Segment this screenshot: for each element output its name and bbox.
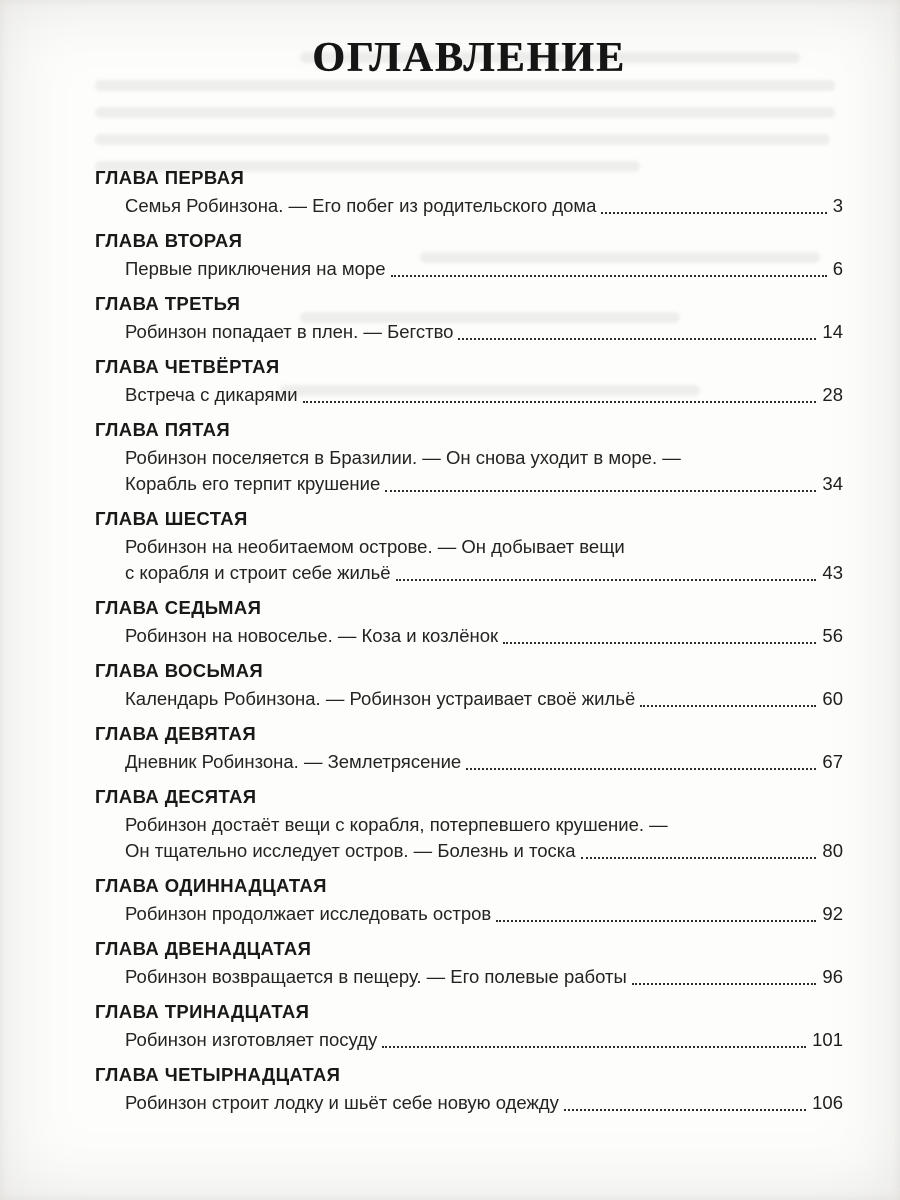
chapter-description-line: [95, 256, 843, 282]
chapter-description-line: [95, 534, 843, 560]
toc-entry: [95, 229, 843, 282]
chapter-description-line: [95, 901, 843, 927]
chapter-heading: ГЛАВА СЕДЬМАЯ: [95, 597, 262, 618]
dot-leader: [396, 579, 817, 581]
chapter-description-line: [95, 812, 843, 838]
chapter-description-line: [95, 749, 843, 775]
chapter-description-line: [95, 471, 843, 497]
chapter-heading: ГЛАВА ВТОРАЯ: [95, 230, 243, 251]
dot-leader: [564, 1109, 806, 1111]
toc-entry: [95, 659, 843, 712]
page-number: 106: [812, 1092, 843, 1113]
chapter-description-line: [95, 193, 843, 219]
chapter-description-line: [95, 1090, 843, 1116]
chapter-heading: ГЛАВА ПЕРВАЯ: [95, 167, 245, 188]
page-number: 14: [822, 321, 843, 342]
toc-entry: [95, 355, 843, 408]
toc-entry: [95, 1063, 843, 1116]
toc-entry: [95, 722, 843, 775]
toc-entry: [95, 507, 843, 586]
chapter-description-line: [95, 1027, 843, 1053]
page-number: 96: [822, 966, 843, 987]
chapter-description-text: Он тщательно исследует остров. — Болезнь и тоска: [125, 840, 576, 861]
page-number: 80: [822, 840, 843, 861]
dot-leader: [496, 920, 816, 922]
page-number: 6: [832, 258, 843, 279]
chapter-description-text: Корабль его терпит крушение: [125, 473, 381, 494]
dot-leader: [391, 275, 827, 277]
chapter-description-text: Робинзон продолжает исследовать остров: [125, 903, 492, 924]
chapter-description-text: Дневник Робинзона. — Землетрясение: [125, 751, 462, 772]
chapter-heading: ГЛАВА ВОСЬМАЯ: [95, 660, 264, 681]
dot-leader: [601, 212, 826, 214]
chapter-heading: ГЛАВА ПЯТАЯ: [95, 419, 231, 440]
page-number: 3: [832, 195, 843, 216]
chapter-description-text: Робинзон попадает в плен. — Бегство: [125, 321, 454, 342]
chapter-description-line: [95, 686, 843, 712]
dot-leader: [581, 857, 817, 859]
chapter-heading: ГЛАВА ОДИННАДЦАТАЯ: [95, 875, 327, 896]
chapter-description-text: Робинзон достаёт вещи с корабля, потерпевшего крушение. —: [125, 814, 668, 835]
chapter-description-text: Робинзон возвращается в пещеру. — Его полевые работы: [125, 966, 627, 987]
chapter-description-text: Робинзон на необитаемом острове. — Он добывает вещи: [125, 536, 625, 557]
chapter-heading: ГЛАВА ЧЕТЫРНАДЦАТАЯ: [95, 1064, 341, 1085]
chapter-description-text: Первые приключения на море: [125, 258, 386, 279]
chapter-description-text: Робинзон изготовляет посуду: [125, 1029, 378, 1050]
dot-leader: [503, 642, 816, 644]
chapter-description-text: Календарь Робинзона. — Робинзон устраивает своё жильё: [125, 688, 636, 709]
page-number: 60: [822, 688, 843, 709]
chapter-heading: ГЛАВА ЧЕТВЁРТАЯ: [95, 356, 280, 377]
toc-entry: [95, 874, 843, 927]
dot-leader: [382, 1046, 806, 1048]
chapter-description-text: Робинзон на новоселье. — Коза и козлёнок: [125, 625, 499, 646]
chapter-description-line: [95, 445, 843, 471]
page-number: 101: [812, 1029, 843, 1050]
dot-leader: [632, 983, 817, 985]
chapter-description-text: с корабля и строит себе жильё: [125, 562, 391, 583]
chapter-description-line: [95, 560, 843, 586]
page-number: 34: [822, 473, 843, 494]
chapter-heading: ГЛАВА ДВЕНАДЦАТАЯ: [95, 938, 312, 959]
chapter-heading: ГЛАВА ДЕСЯТАЯ: [95, 786, 257, 807]
dot-leader: [385, 490, 816, 492]
chapter-description-line: [95, 382, 843, 408]
toc-entry: [95, 166, 843, 219]
toc-entry: [95, 1000, 843, 1053]
toc-list: [95, 166, 843, 1116]
page-number: 43: [822, 562, 843, 583]
dot-leader: [458, 338, 816, 340]
chapter-heading: ГЛАВА ТРЕТЬЯ: [95, 293, 241, 314]
dot-leader: [303, 401, 817, 403]
chapter-description-line: [95, 964, 843, 990]
page-number: 67: [822, 751, 843, 772]
chapter-description-text: Встреча с дикарями: [125, 384, 298, 405]
chapter-heading: ГЛАВА ДЕВЯТАЯ: [95, 723, 257, 744]
chapter-description-line: [95, 838, 843, 864]
toc-entry: [95, 785, 843, 864]
chapter-heading: ГЛАВА ТРИНАДЦАТАЯ: [95, 1001, 310, 1022]
toc-entry: [95, 596, 843, 649]
chapter-description-line: [95, 319, 843, 345]
page-number: 28: [822, 384, 843, 405]
toc-entry: [95, 292, 843, 345]
page-number: 92: [822, 903, 843, 924]
chapter-description-line: [95, 623, 843, 649]
page-title: ОГЛАВЛЕНИЕ: [312, 35, 626, 81]
dot-leader: [466, 768, 816, 770]
chapter-description-text: Робинзон строит лодку и шьёт себе новую одежду: [125, 1092, 559, 1113]
dot-leader: [640, 705, 816, 707]
toc-entry: [95, 937, 843, 990]
chapter-description-text: Семья Робинзона. — Его побег из родительского дома: [125, 195, 597, 216]
page-number: 56: [822, 625, 843, 646]
toc-entry: [95, 418, 843, 497]
chapter-description-text: Робинзон поселяется в Бразилии. — Он снова уходит в море. —: [125, 447, 681, 468]
chapter-heading: ГЛАВА ШЕСТАЯ: [95, 508, 248, 529]
